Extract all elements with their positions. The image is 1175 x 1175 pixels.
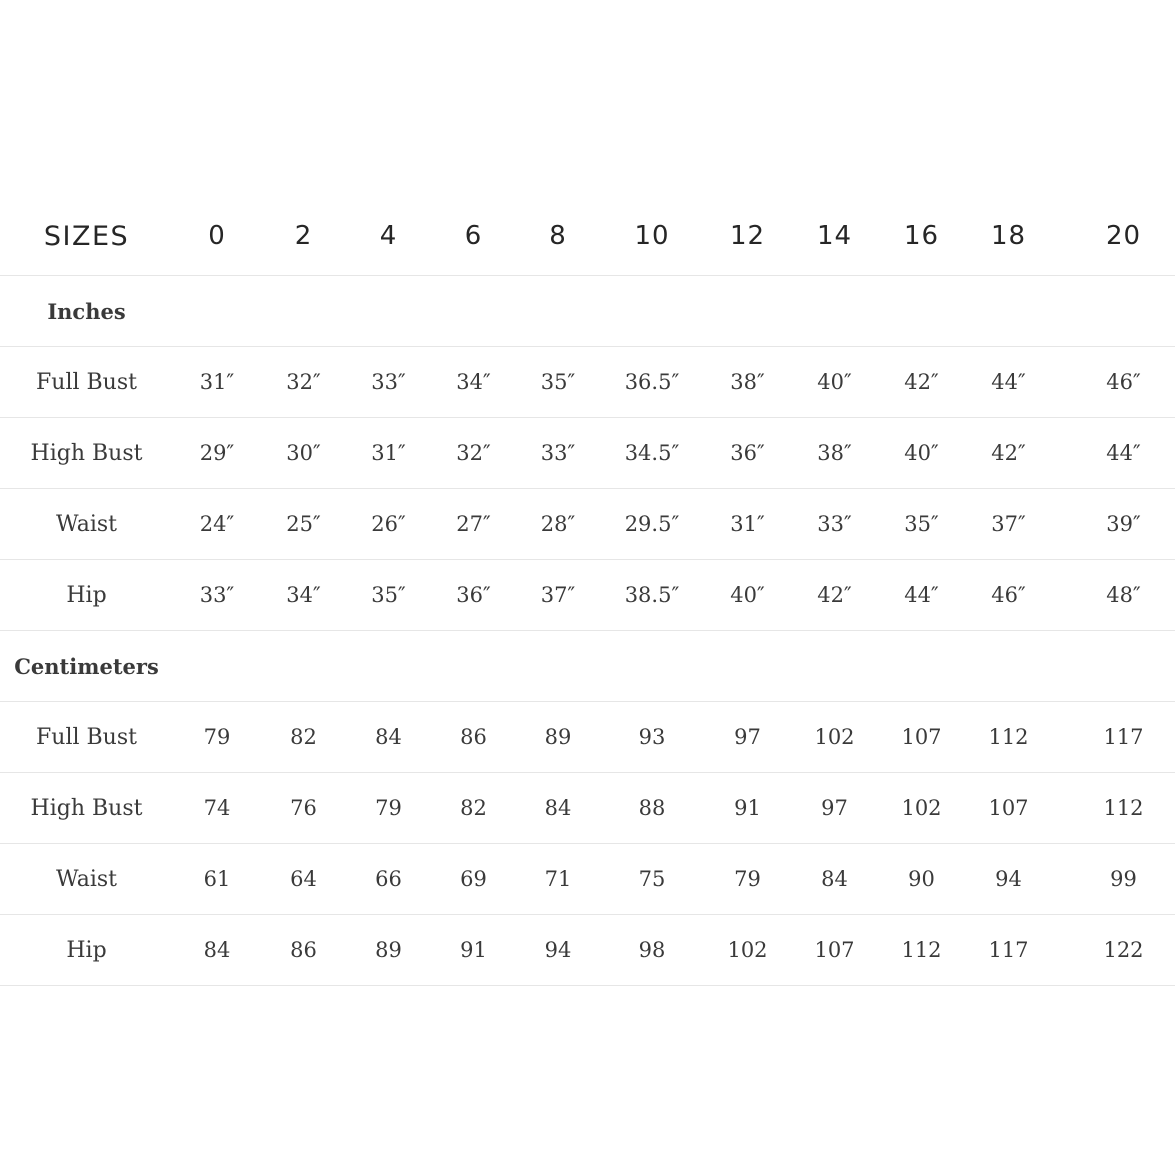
empty-cell [516, 276, 600, 347]
measurement-value: 35″ [878, 489, 965, 560]
measurement-value: 75 [600, 844, 704, 915]
measurement-value: 99 [1052, 844, 1175, 915]
measurement-value: 40″ [791, 347, 878, 418]
empty-cell [261, 631, 346, 702]
measurement-value: 64 [261, 844, 346, 915]
measurement-value: 79 [346, 773, 431, 844]
measurement-value: 40″ [704, 560, 791, 631]
measurement-value: 42″ [878, 347, 965, 418]
measurement-value: 44″ [965, 347, 1052, 418]
measurement-value: 25″ [261, 489, 346, 560]
measurement-value: 112 [1052, 773, 1175, 844]
empty-cell [965, 276, 1052, 347]
measurement-value: 46″ [965, 560, 1052, 631]
empty-cell [431, 631, 516, 702]
size-header-cell: 6 [464, 221, 483, 251]
measurement-value: 122 [1052, 915, 1175, 986]
table-row [0, 773, 1175, 844]
measurement-value: 76 [261, 773, 346, 844]
empty-cell [346, 276, 431, 347]
measurement-value: 107 [878, 702, 965, 773]
table-row [0, 560, 1175, 631]
measurement-value: 82 [261, 702, 346, 773]
measurement-value: 36.5″ [600, 347, 704, 418]
measurement-value: 94 [516, 915, 600, 986]
measurement-value: 84 [516, 773, 600, 844]
measurement-label: Waist [0, 489, 173, 560]
measurement-value: 107 [965, 773, 1052, 844]
measurement-value: 31″ [704, 489, 791, 560]
size-header-cell: 2 [294, 221, 313, 251]
size-chart-table [0, 195, 1175, 986]
measurement-value: 89 [516, 702, 600, 773]
size-header-row [0, 195, 1175, 276]
measurement-value: 32″ [261, 347, 346, 418]
measurement-value: 33″ [791, 489, 878, 560]
measurement-value: 86 [431, 702, 516, 773]
empty-cell [1052, 276, 1175, 347]
measurement-value: 102 [878, 773, 965, 844]
empty-cell [346, 631, 431, 702]
table-row [0, 702, 1175, 773]
section-title: Inches [0, 276, 173, 347]
section-row [0, 631, 1175, 702]
measurement-value: 91 [431, 915, 516, 986]
measurement-value: 102 [704, 915, 791, 986]
measurement-value: 37″ [516, 560, 600, 631]
measurement-value: 31″ [346, 418, 431, 489]
measurement-value: 84 [791, 844, 878, 915]
measurement-label: Waist [0, 844, 173, 915]
measurement-value: 38″ [791, 418, 878, 489]
measurement-value: 34″ [261, 560, 346, 631]
measurement-value: 42″ [791, 560, 878, 631]
empty-cell [173, 631, 261, 702]
empty-cell [516, 631, 600, 702]
measurement-label: Hip [0, 560, 173, 631]
measurement-value: 40″ [878, 418, 965, 489]
size-header-cell: 12 [729, 221, 766, 251]
table-row [0, 489, 1175, 560]
measurement-value: 29.5″ [600, 489, 704, 560]
measurement-value: 35″ [516, 347, 600, 418]
measurement-value: 98 [600, 915, 704, 986]
measurement-value: 71 [516, 844, 600, 915]
measurement-value: 112 [878, 915, 965, 986]
measurement-value: 74 [173, 773, 261, 844]
measurement-value: 28″ [516, 489, 600, 560]
size-table-body [0, 276, 1175, 986]
measurement-label: Full Bust [0, 347, 173, 418]
measurement-value: 33″ [173, 560, 261, 631]
empty-cell [600, 276, 704, 347]
measurement-value: 42″ [965, 418, 1052, 489]
measurement-value: 89 [346, 915, 431, 986]
size-header-cell: 20 [1105, 221, 1142, 251]
measurement-value: 36″ [704, 418, 791, 489]
measurement-value: 44″ [878, 560, 965, 631]
measurement-value: 38″ [704, 347, 791, 418]
measurement-value: 97 [704, 702, 791, 773]
size-header-cell: 8 [549, 221, 567, 251]
measurement-value: 112 [965, 702, 1052, 773]
section-row [0, 276, 1175, 347]
empty-cell [261, 276, 346, 347]
measurement-value: 88 [600, 773, 704, 844]
measurement-value: 34.5″ [600, 418, 704, 489]
table-row [0, 844, 1175, 915]
measurement-value: 24″ [173, 489, 261, 560]
measurement-value: 30″ [261, 418, 346, 489]
measurement-value: 27″ [431, 489, 516, 560]
measurement-value: 84 [173, 915, 261, 986]
measurement-value: 102 [791, 702, 878, 773]
size-header-cell: 4 [379, 221, 398, 251]
measurement-value: 97 [791, 773, 878, 844]
size-header-cell: 10 [634, 221, 670, 251]
measurement-value: 90 [878, 844, 965, 915]
measurement-value: 26″ [346, 489, 431, 560]
measurement-value: 93 [600, 702, 704, 773]
measurement-value: 61 [173, 844, 261, 915]
empty-cell [965, 631, 1052, 702]
measurement-value: 33″ [346, 347, 431, 418]
measurement-value: 107 [791, 915, 878, 986]
measurement-value: 29″ [173, 418, 261, 489]
empty-cell [791, 276, 878, 347]
measurement-value: 84 [346, 702, 431, 773]
size-header-cell: 16 [903, 221, 940, 251]
measurement-value: 39″ [1052, 489, 1175, 560]
measurement-value: 69 [431, 844, 516, 915]
measurement-value: 33″ [516, 418, 600, 489]
measurement-value: 82 [431, 773, 516, 844]
empty-cell [431, 276, 516, 347]
measurement-value: 79 [704, 844, 791, 915]
measurement-value: 32″ [431, 418, 516, 489]
measurement-label: High Bust [0, 773, 173, 844]
measurement-value: 44″ [1052, 418, 1175, 489]
measurement-label: Full Bust [0, 702, 173, 773]
measurement-value: 31″ [173, 347, 261, 418]
empty-cell [878, 276, 965, 347]
size-header-cell: 14 [816, 221, 853, 251]
empty-cell [600, 631, 704, 702]
measurement-value: 79 [173, 702, 261, 773]
measurement-value: 117 [965, 915, 1052, 986]
measurement-value: 35″ [346, 560, 431, 631]
size-header-cell: 18 [990, 221, 1027, 251]
sizes-header-label: SIZES [43, 220, 130, 252]
empty-cell [704, 276, 791, 347]
measurement-value: 36″ [431, 560, 516, 631]
measurement-value: 91 [704, 773, 791, 844]
measurement-value: 66 [346, 844, 431, 915]
measurement-value: 46″ [1052, 347, 1175, 418]
measurement-value: 38.5″ [600, 560, 704, 631]
table-row [0, 418, 1175, 489]
measurement-label: High Bust [0, 418, 173, 489]
size-header-cell: 0 [208, 221, 226, 251]
empty-cell [704, 631, 791, 702]
section-title: Centimeters [0, 631, 173, 702]
measurement-value: 34″ [431, 347, 516, 418]
empty-cell [878, 631, 965, 702]
measurement-value: 86 [261, 915, 346, 986]
table-row [0, 915, 1175, 986]
table-row [0, 347, 1175, 418]
measurement-value: 37″ [965, 489, 1052, 560]
measurement-label: Hip [0, 915, 173, 986]
measurement-value: 117 [1052, 702, 1175, 773]
empty-cell [173, 276, 261, 347]
measurement-value: 94 [965, 844, 1052, 915]
empty-cell [791, 631, 878, 702]
measurement-value: 48″ [1052, 560, 1175, 631]
empty-cell [1052, 631, 1175, 702]
